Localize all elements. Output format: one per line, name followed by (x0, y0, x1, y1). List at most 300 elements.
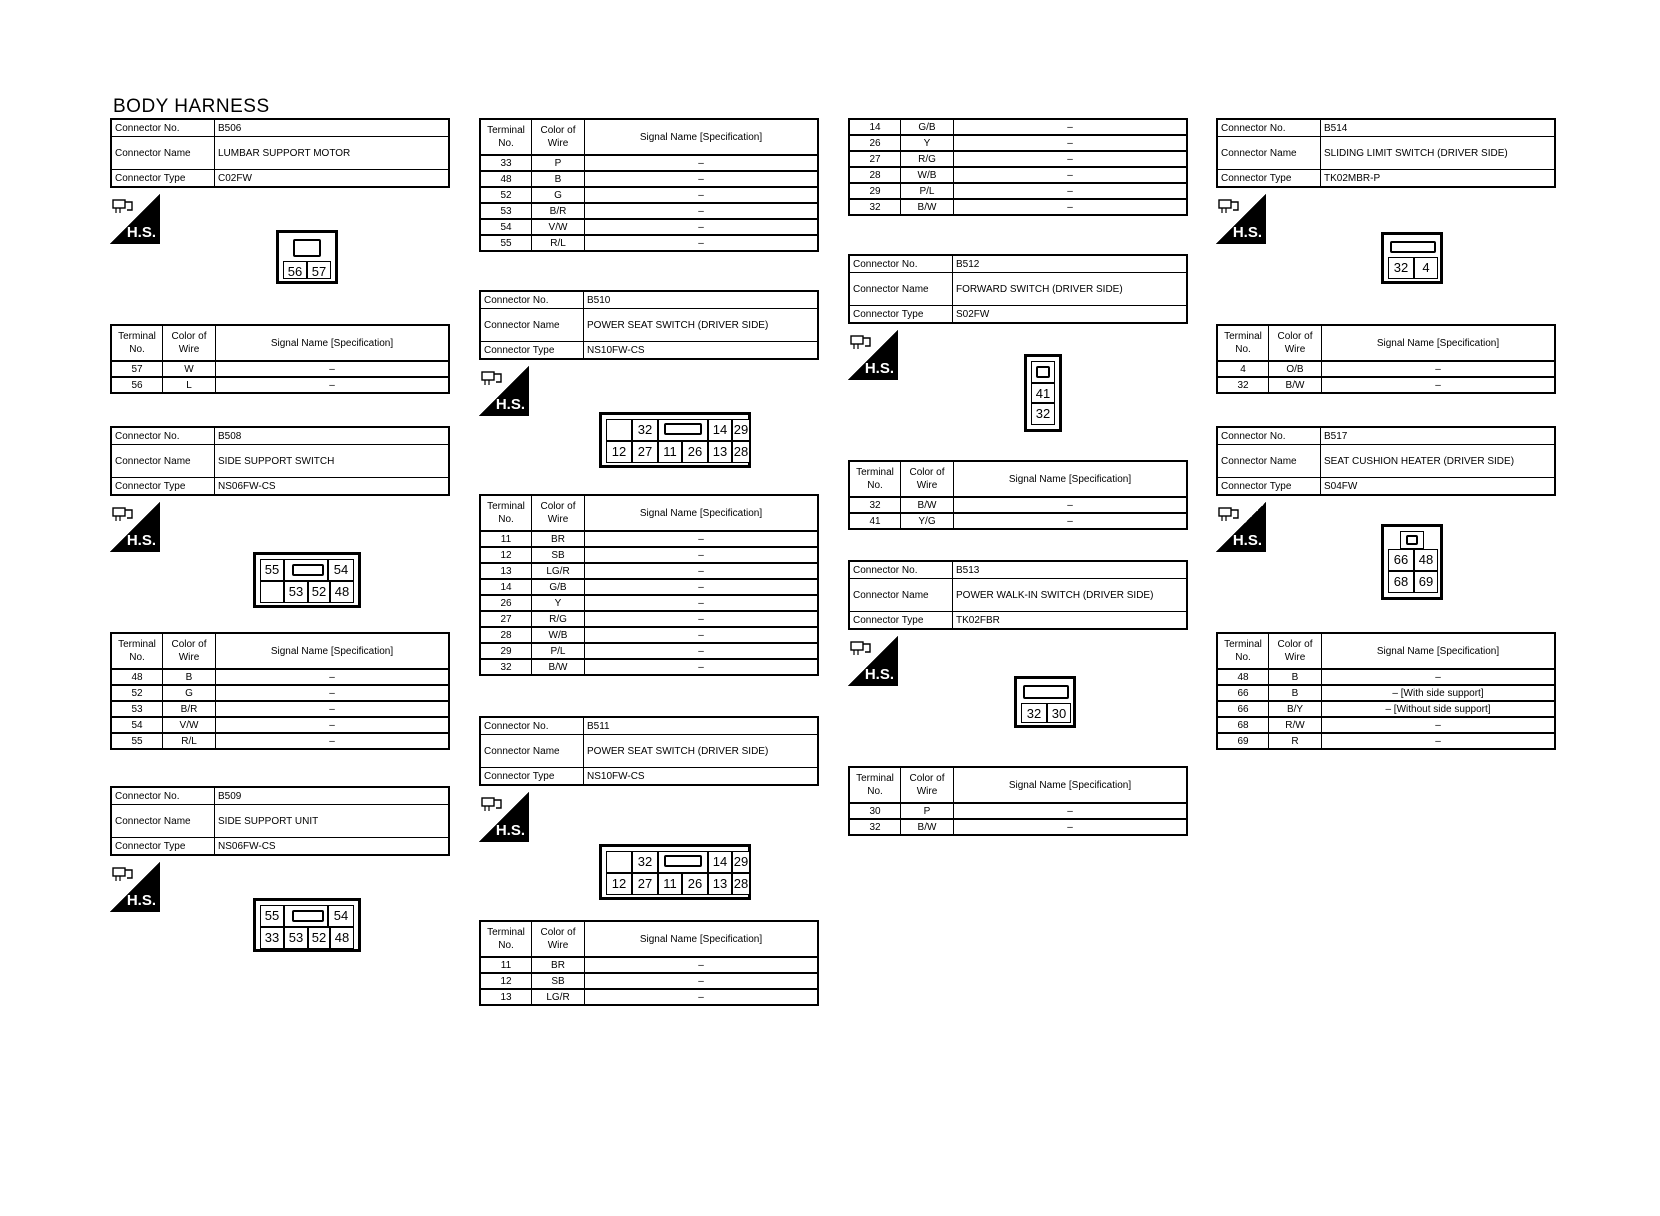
wire-color: G (163, 685, 216, 701)
signal-name: – (216, 717, 450, 733)
wire-color: O/B (1269, 361, 1322, 377)
terminal-no-header: Terminal No. (1217, 633, 1269, 669)
terminal-table (1216, 632, 1556, 750)
table-row (849, 513, 1187, 529)
connector-type-label: Connector Type (111, 838, 215, 856)
terminal-table (1216, 324, 1556, 394)
harness-side-icon (848, 330, 898, 380)
wire-color: R (1269, 733, 1322, 749)
terminal-no: 28 (849, 167, 901, 183)
terminal-no: 12 (480, 973, 532, 989)
wire-color: B/W (901, 199, 954, 215)
wire-color: B (1269, 669, 1322, 685)
harness-side-icon (1216, 502, 1266, 552)
signal-name: – (585, 187, 819, 203)
terminal-table (110, 632, 450, 750)
connector-name-value: POWER WALK-IN SWITCH (DRIVER SIDE) (953, 579, 1188, 612)
signal-name: – (585, 957, 819, 973)
connector-plug-icon (850, 334, 872, 350)
color-of-wire-header: Color of Wire (901, 767, 954, 803)
cavity: 32 (1031, 403, 1055, 425)
connector-plug-icon (850, 640, 872, 656)
terminal-no: 55 (480, 235, 532, 251)
connector-no-label: Connector No. (1217, 119, 1321, 137)
cavity: 48 (330, 581, 354, 603)
signal-name: – (585, 547, 819, 563)
harness-side-icon (1216, 194, 1266, 244)
table-row (480, 563, 818, 579)
connector-name-label: Connector Name (111, 137, 215, 170)
connector-face (1014, 676, 1076, 728)
terminal-no: 13 (480, 989, 532, 1005)
table-row (849, 199, 1187, 215)
signal-name: – (585, 643, 819, 659)
terminal-no: 26 (849, 135, 901, 151)
connector-info-table (848, 254, 1188, 324)
terminal-no: 4 (1217, 361, 1269, 377)
signal-name: – (954, 151, 1188, 167)
wire-color: SB (532, 547, 585, 563)
connector-type-label: Connector Type (111, 478, 215, 496)
hs-label: H.S. (864, 360, 894, 377)
table-row (480, 957, 818, 973)
table-row (849, 497, 1187, 513)
cavity: 52 (308, 927, 330, 949)
table-row (1217, 377, 1555, 393)
signal-name: – (1322, 733, 1556, 749)
table-row (480, 643, 818, 659)
connector-plug-icon (112, 866, 134, 882)
connector-type-label: Connector Type (1217, 478, 1321, 496)
signal-name: – (585, 659, 819, 675)
harness-side-icon (110, 194, 160, 244)
terminal-no-header: Terminal No. (1217, 325, 1269, 361)
signal-name: – [With side support] (1322, 685, 1556, 701)
signal-name: – (954, 497, 1188, 513)
connector-type-value: NS06FW-CS (215, 478, 450, 496)
signal-name-header: Signal Name [Specification] (954, 767, 1188, 803)
table-row (1217, 701, 1555, 717)
cavity: 26 (682, 873, 708, 895)
signal-name: – (585, 531, 819, 547)
wire-color: B/W (901, 497, 954, 513)
color-of-wire-header: Color of Wire (1269, 325, 1322, 361)
connector-info-table (848, 560, 1188, 630)
cavity: 11 (658, 873, 682, 895)
signal-name: – (954, 513, 1188, 529)
table-row (849, 183, 1187, 199)
wire-color: R/G (532, 611, 585, 627)
signal-name: – (585, 595, 819, 611)
wire-color: BR (532, 957, 585, 973)
signal-name: – (585, 155, 819, 171)
signal-name-header: Signal Name [Specification] (216, 633, 450, 669)
connector-face (1024, 354, 1062, 432)
connector-face (599, 412, 751, 468)
cavity: 68 (1388, 571, 1414, 593)
table-row (480, 235, 818, 251)
connector-plug-icon (481, 796, 503, 812)
wire-color: V/W (163, 717, 216, 733)
terminal-no: 11 (480, 957, 532, 973)
terminal-no: 32 (1217, 377, 1269, 393)
connector-type-value: S02FW (953, 306, 1188, 324)
color-of-wire-header: Color of Wire (163, 633, 216, 669)
cavity (260, 581, 284, 603)
lock-slot (1036, 366, 1050, 378)
connector-info-table (110, 118, 450, 188)
hs-label: H.S. (126, 224, 156, 241)
signal-name-header: Signal Name [Specification] (216, 325, 450, 361)
connector-plug-icon (1218, 506, 1240, 522)
wire-color: W/B (901, 167, 954, 183)
cavity: 69 (1414, 571, 1438, 593)
harness-side-icon (848, 636, 898, 686)
terminal-no: 13 (480, 563, 532, 579)
harness-side-icon (110, 862, 160, 912)
table-row (480, 531, 818, 547)
hs-label: H.S. (495, 822, 525, 839)
cavity: 12 (606, 873, 632, 895)
cavity: 55 (260, 905, 284, 927)
terminal-no-header: Terminal No. (849, 461, 901, 497)
table-row (111, 701, 449, 717)
terminal-table (848, 118, 1188, 216)
lock-slot (1390, 241, 1436, 253)
harness-side-icon (479, 366, 529, 416)
hs-label: H.S. (126, 892, 156, 909)
wire-color: R/G (901, 151, 954, 167)
table-row (849, 135, 1187, 151)
signal-name: – (585, 973, 819, 989)
terminal-no: 33 (480, 155, 532, 171)
hs-label: H.S. (126, 532, 156, 549)
cavity: 54 (328, 905, 354, 927)
connector-face (599, 844, 751, 900)
terminal-no-header: Terminal No. (480, 119, 532, 155)
terminal-no: 54 (111, 717, 163, 733)
terminal-no: 66 (1217, 701, 1269, 717)
connector-type-value: S04FW (1321, 478, 1556, 496)
signal-name: – (216, 377, 450, 393)
terminal-no-header: Terminal No. (480, 495, 532, 531)
signal-name: – (585, 989, 819, 1005)
hs-label: H.S. (495, 396, 525, 413)
wire-color: V/W (532, 219, 585, 235)
wire-color: Y (901, 135, 954, 151)
cavity: 54 (328, 559, 354, 581)
connector-face (253, 898, 361, 952)
signal-name-header: Signal Name [Specification] (1322, 633, 1556, 669)
table-row (1217, 733, 1555, 749)
terminal-no: 14 (480, 579, 532, 595)
cavity: 53 (284, 581, 308, 603)
table-row (1217, 717, 1555, 733)
cavity: 29 (732, 851, 750, 873)
color-of-wire-header: Color of Wire (532, 921, 585, 957)
signal-name-header: Signal Name [Specification] (585, 921, 819, 957)
wire-color: B/Y (1269, 701, 1322, 717)
wire-color: Y/G (901, 513, 954, 529)
terminal-no: 27 (480, 611, 532, 627)
connector-no-label: Connector No. (111, 119, 215, 137)
connector-name-value: FORWARD SWITCH (DRIVER SIDE) (953, 273, 1188, 306)
connector-name-label: Connector Name (111, 445, 215, 478)
table-row (849, 167, 1187, 183)
connector-type-label: Connector Type (1217, 170, 1321, 188)
signal-name: – (1322, 669, 1556, 685)
signal-name: – (954, 135, 1188, 151)
terminal-no: 32 (849, 819, 901, 835)
signal-name: – (1322, 361, 1556, 377)
cavity: 41 (1031, 383, 1055, 403)
table-row (480, 627, 818, 643)
connector-no-value: B512 (953, 255, 1188, 273)
terminal-no: 66 (1217, 685, 1269, 701)
terminal-table (479, 920, 819, 1006)
connector-no-label: Connector No. (111, 427, 215, 445)
connector-info-table (110, 786, 450, 856)
cavity: 55 (260, 559, 284, 581)
cavity: 57 (307, 261, 331, 279)
terminal-no-header: Terminal No. (111, 325, 163, 361)
terminal-no: 53 (111, 701, 163, 717)
wire-color: B (163, 669, 216, 685)
wire-color: B (1269, 685, 1322, 701)
cavity: 27 (632, 873, 658, 895)
cavity: 4 (1414, 257, 1438, 279)
cavity: 14 (708, 851, 732, 873)
connector-name-label: Connector Name (480, 735, 584, 768)
connector-name-label: Connector Name (480, 309, 584, 342)
connector-no-value: B509 (215, 787, 450, 805)
connector-no-value: B517 (1321, 427, 1556, 445)
table-row (480, 973, 818, 989)
connector-type-label: Connector Type (111, 170, 215, 188)
terminal-no-header: Terminal No. (849, 767, 901, 803)
connector-face (253, 552, 361, 608)
terminal-no: 54 (480, 219, 532, 235)
cavity: 13 (708, 441, 732, 463)
wire-color: B/W (1269, 377, 1322, 393)
connector-type-value: TK02MBR-P (1321, 170, 1556, 188)
terminal-no: 56 (111, 377, 163, 393)
wire-color: G (532, 187, 585, 203)
wire-color: P (532, 155, 585, 171)
connector-info-table (110, 426, 450, 496)
cavity: 32 (1021, 703, 1047, 723)
terminal-no-header: Terminal No. (480, 921, 532, 957)
connector-no-value: B506 (215, 119, 450, 137)
connector-type-value: C02FW (215, 170, 450, 188)
connector-type-label: Connector Type (849, 306, 953, 324)
connector-plug-icon (481, 370, 503, 386)
lock-slot (664, 423, 702, 435)
color-of-wire-header: Color of Wire (1269, 633, 1322, 669)
signal-name: – (585, 579, 819, 595)
connector-no-label: Connector No. (480, 717, 584, 735)
wire-color: W/B (532, 627, 585, 643)
lock-slot (293, 239, 321, 257)
signal-name: – (216, 361, 450, 377)
connector-type-label: Connector Type (480, 342, 584, 360)
terminal-no: 27 (849, 151, 901, 167)
harness-side-icon (479, 792, 529, 842)
wire-color: B/W (532, 659, 585, 675)
connector-name-value: SIDE SUPPORT UNIT (215, 805, 450, 838)
table-row (480, 171, 818, 187)
lock-slot (1406, 535, 1418, 545)
signal-name-header: Signal Name [Specification] (954, 461, 1188, 497)
connector-plug-icon (112, 506, 134, 522)
lock-slot (292, 564, 324, 576)
connector-no-label: Connector No. (849, 255, 953, 273)
table-row (111, 377, 449, 393)
table-row (480, 155, 818, 171)
signal-name: – (954, 119, 1188, 135)
terminal-table (848, 766, 1188, 836)
page-title: BODY HARNESS (113, 96, 270, 117)
wire-color: W (163, 361, 216, 377)
wire-color: B (532, 171, 585, 187)
connector-no-label: Connector No. (111, 787, 215, 805)
signal-name: – (1322, 717, 1556, 733)
connector-info-table (479, 290, 819, 360)
terminal-no: 14 (849, 119, 901, 135)
terminal-no: 28 (480, 627, 532, 643)
terminal-no-header: Terminal No. (111, 633, 163, 669)
wire-color: LG/R (532, 563, 585, 579)
cavity: 52 (308, 581, 330, 603)
signal-name: – (585, 627, 819, 643)
signal-name: – (585, 171, 819, 187)
terminal-no: 41 (849, 513, 901, 529)
wire-color: R/L (163, 733, 216, 749)
connector-info-table (1216, 118, 1556, 188)
signal-name: – (585, 219, 819, 235)
connector-name-label: Connector Name (849, 579, 953, 612)
connector-no-label: Connector No. (849, 561, 953, 579)
wire-color: G/B (901, 119, 954, 135)
terminal-no: 29 (480, 643, 532, 659)
connector-plug-icon (1218, 198, 1240, 214)
connector-plug-icon (112, 198, 134, 214)
table-row (480, 547, 818, 563)
connector-no-value: B513 (953, 561, 1188, 579)
connector-name-label: Connector Name (849, 273, 953, 306)
cavity: 28 (732, 873, 750, 895)
cavity: 56 (283, 261, 307, 279)
wire-color: BR (532, 531, 585, 547)
signal-name-header: Signal Name [Specification] (1322, 325, 1556, 361)
connector-face (276, 230, 338, 284)
table-row (480, 989, 818, 1005)
terminal-no: 48 (111, 669, 163, 685)
terminal-no: 11 (480, 531, 532, 547)
connector-face (1381, 232, 1443, 284)
signal-name: – (954, 819, 1188, 835)
connector-name-label: Connector Name (111, 805, 215, 838)
connector-name-value: SLIDING LIMIT SWITCH (DRIVER SIDE) (1321, 137, 1556, 170)
cavity: 32 (632, 419, 658, 441)
lock-slot (292, 910, 324, 922)
wire-color: B/R (532, 203, 585, 219)
wire-color: R/L (532, 235, 585, 251)
cavity: 27 (632, 441, 658, 463)
connector-type-value: NS06FW-CS (215, 838, 450, 856)
harness-side-icon (110, 502, 160, 552)
terminal-table (479, 118, 819, 252)
connector-type-value: NS10FW-CS (584, 342, 819, 360)
table-row (111, 669, 449, 685)
table-row (480, 659, 818, 675)
signal-name: – [Without side support] (1322, 701, 1556, 717)
cavity: 32 (1388, 257, 1414, 279)
terminal-no: 69 (1217, 733, 1269, 749)
signal-name: – (585, 611, 819, 627)
terminal-no: 26 (480, 595, 532, 611)
signal-name: – (954, 803, 1188, 819)
table-row (111, 685, 449, 701)
signal-name: – (216, 669, 450, 685)
terminal-no: 48 (480, 171, 532, 187)
signal-name: – (216, 701, 450, 717)
connector-no-label: Connector No. (480, 291, 584, 309)
hs-label: H.S. (864, 666, 894, 683)
terminal-no: 68 (1217, 717, 1269, 733)
connector-info-table (1216, 426, 1556, 496)
terminal-no: 52 (480, 187, 532, 203)
lock-slot (1023, 685, 1069, 699)
signal-name: – (216, 685, 450, 701)
signal-name: – (954, 167, 1188, 183)
signal-name: – (216, 733, 450, 749)
cavity: 12 (606, 441, 632, 463)
cavity: 28 (732, 441, 750, 463)
terminal-no: 30 (849, 803, 901, 819)
table-row (480, 203, 818, 219)
cavity: 11 (658, 441, 682, 463)
terminal-table (479, 494, 819, 676)
color-of-wire-header: Color of Wire (532, 495, 585, 531)
cavity (606, 419, 632, 441)
signal-name: – (585, 235, 819, 251)
table-row (111, 717, 449, 733)
cavity: 32 (632, 851, 658, 873)
connector-no-value: B508 (215, 427, 450, 445)
table-row (480, 579, 818, 595)
wire-color: P/L (532, 643, 585, 659)
signal-name: – (954, 199, 1188, 215)
cavity: 30 (1047, 703, 1071, 723)
table-row (111, 733, 449, 749)
cavity: 29 (732, 419, 750, 441)
terminal-no: 57 (111, 361, 163, 377)
hs-label: H.S. (1232, 532, 1262, 549)
connector-type-value: NS10FW-CS (584, 768, 819, 786)
connector-no-label: Connector No. (1217, 427, 1321, 445)
signal-name-header: Signal Name [Specification] (585, 119, 819, 155)
wire-color: L (163, 377, 216, 393)
connector-name-value: SIDE SUPPORT SWITCH (215, 445, 450, 478)
terminal-no: 32 (480, 659, 532, 675)
color-of-wire-header: Color of Wire (901, 461, 954, 497)
terminal-no: 53 (480, 203, 532, 219)
terminal-no: 12 (480, 547, 532, 563)
wire-color: SB (532, 973, 585, 989)
signal-name: – (585, 563, 819, 579)
table-row (849, 119, 1187, 135)
